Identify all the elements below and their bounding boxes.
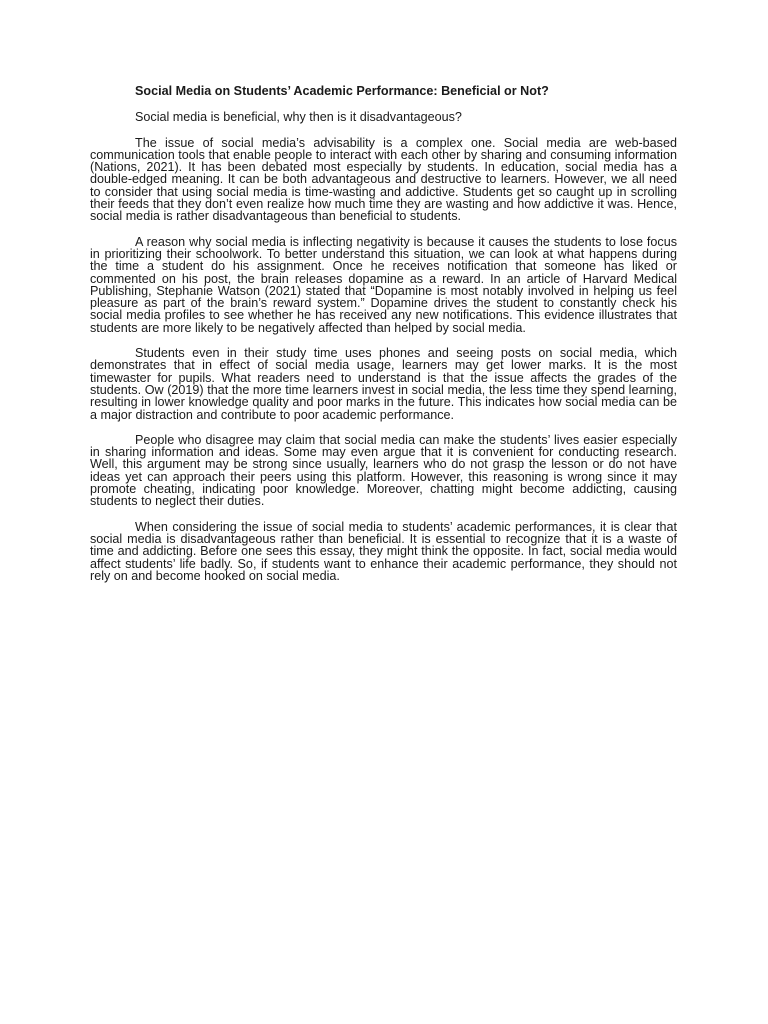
paragraph-conclusion: When considering the issue of social media to students’ academic performances, it is clear that social media is disadvantageous rather than beneficial. It is essential to recognize that it is a waste of time and addicting. Before one sees this essay, they might think the opposite. In fact, social media would affect students’ life badly. So, if students want to enhance their academic performance, they should not rely on and become hooked on social media. [90, 519, 677, 583]
document-page [90, 85, 677, 595]
paragraph-focus: A reason why social media is inflecting negativity is because it causes the students to lose focus in prioritizing their schoolwork. To better understand this situation, we can look at what happens during the time a student do his assignment. Once he receives notification that someone has liked or commented on his post, the brain releases dopamine as a reward. In an article of Harvard Medical Publishing, Stephanie Watson (2021) stated that “Dopamine is most notably involved in helping us feel pleasure as part of the brain’s reward system.” Dopamine drives the student to constantly check his social media profiles to see whether he has received any new notifications. This evidence illustrates that students are more likely to be negatively affected than helped by social media. [90, 234, 677, 335]
paragraph-grades: Students even in their study time uses phones and seeing posts on social media, which demonstrates that in effect of social media usage, learners may get lower marks. It is the most timewaster for pupils. What readers need to understand is that the issue affects the grades of the students. Ow (2019) that the more time learners invest in social media, the less time they spend learning, resulting in lower knowledge quality and poor marks in the future. This indicates how social media can be a major distraction and contribute to poor academic performance. [90, 346, 677, 422]
paragraph-counterargument: People who disagree may claim that social media can make the students’ lives easier especially in sharing information and ideas. Some may even argue that it is convenient for conducting research. Well, this argument may be strong since usually, learners who do not grasp the lesson or do not have ideas yet can approach their peers using this platform. However, this reasoning is wrong since it may promote cheating, indicating poor knowledge. Moreover, chatting might become addicting, causing students to neglect their duties. [90, 432, 677, 509]
paragraph-introduction: The issue of social media’s advisability is a complex one. Social media are web-based communication tools that enable people to interact with each other by sharing and consuming information (Nations, 2021). It has been debated most especially by students. In education, social media has a double-edged meaning. It can be both advantageous and destructive to learners. However, we all need to consider that using social media is time-wasting and addictive. Students get so caught up in scrolling their feeds that they don’t even realize how much time they are wasting and how addictive it was. Hence, social media is rather disadvantageous than beneficial to students. [90, 135, 677, 224]
paragraph-subtitle: Social media is beneficial, why then is it disadvantageous? [135, 110, 462, 125]
document-title: Social Media on Students’ Academic Performance: Beneficial or Not? [135, 84, 549, 98]
